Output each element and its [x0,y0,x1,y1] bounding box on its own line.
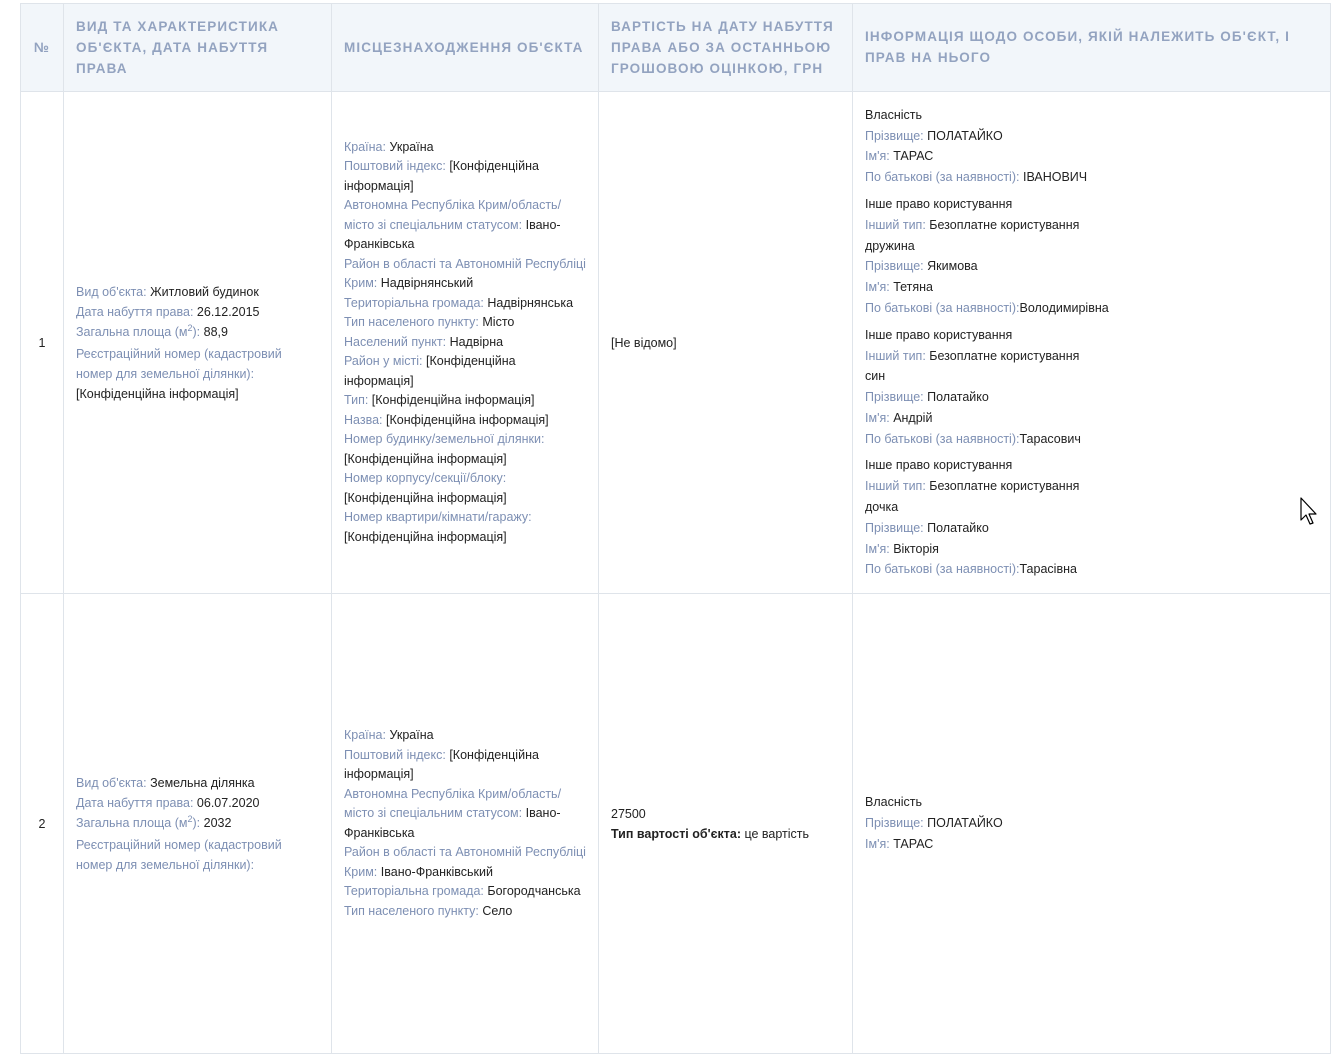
surname-value: ПОЛАТАЙКО [927,128,1003,143]
settlement-type-value: Місто [482,315,515,330]
region-label: Автономна Республіка Крим/область/місто зі спеціальним статусом: [344,198,562,232]
settlement-label: Населений пункт: [344,334,447,349]
street-type-label: Тип: [344,393,369,408]
other-type-label: Інший тип: [865,479,926,494]
patronymic-value: Тарасович [1019,431,1081,446]
name-label: Ім'я: [865,410,890,425]
region-value: Івано-Франківська [344,217,561,252]
value-text: [Не відомо] [611,335,677,350]
patronymic-label: По батькові (за наявності): [865,170,1020,185]
name-label: Ім'я: [865,541,890,556]
value-text: 27500 [611,806,646,821]
surname-label: Прізвище: [865,390,924,405]
acquire-date-label: Дата набуття права: [76,304,194,319]
community-label: Територіальна громада: [344,884,484,898]
postal-value: [Конфіденційна інформація] [344,159,539,193]
object-cell [64,92,332,594]
area-label: Загальна площа $(м^2)$: [76,813,201,830]
region-value: Івано-Франківська [344,806,561,840]
country-value: Україна [389,728,434,742]
block-label: Номер корпусу/секції/блоку: [344,471,507,486]
table-row [21,92,1331,594]
district-value: Івано-Франківський [380,864,493,879]
registration-label: Реєстраційний номер (кадастровий номер для земельної ділянки): [76,837,282,872]
owner-entry [865,792,1318,854]
other-type-value: Безоплатне користування [929,217,1080,232]
table-row [21,594,1331,1054]
acquire-date: 06.07.2020 [196,795,260,810]
right-type: Власність [865,795,923,810]
other-type-value: Безоплатне користування [929,348,1080,363]
building-value: [Конфіденційна інформація] [344,451,507,466]
object-type-label: Вид об'єкта: [76,775,147,790]
community-label: Територіальна громада: [344,295,484,310]
surname-label: Прізвище: [865,128,924,143]
other-type-label: Інший тип: [865,217,926,232]
object-cell [64,594,332,1054]
street-name-value: [Конфіденційна інформація] [385,412,549,427]
header-owner: ІНФОРМАЦІЯ ЩОДО ОСОБИ, ЯКІЙ НАЛЕЖИТЬ ОБ'ЄКТ, І ПРАВ НА НЬОГО [853,4,1331,92]
object-type: Житловий будинок [150,284,259,299]
table-header-row [21,4,1331,92]
relation-value: дружина [865,238,915,253]
apartment-value: [Конфіденційна інформація] [344,529,507,544]
name-value: Андрій [893,410,933,425]
value-cell [599,92,853,594]
patronymic-value: Тарасівна [1019,562,1077,577]
apartment-label: Номер квартири/кімнати/гаражу: [344,510,532,525]
patronymic-value: Володимирівна [1019,300,1109,315]
owner-cell [853,92,1331,594]
name-value: Тетяна [893,280,934,295]
assets-table [20,3,1331,1054]
right-type: Власність [865,107,923,122]
settlement-type-value: Село [482,903,513,918]
name-label: Ім'я: [865,149,890,164]
patronymic-label: По батькові (за наявності): [865,300,1020,315]
settlement-value: Надвірна [449,334,504,349]
district-label: Район в області та Автономній Республіці Крим: [344,256,586,291]
postal-value: [Конфіденційна інформація] [344,747,539,781]
community-value: Надвірнянська [487,295,574,310]
name-value: Вікторія [893,541,939,556]
city-district-value: [Конфіденційна інформація] [344,354,516,388]
patronymic-label: По батькові (за наявності): [865,562,1020,577]
country-label: Країна: [344,728,386,742]
right-type: Інше право користування [865,196,1013,211]
header-object: ВИД ТА ХАРАКТЕРИСТИКА ОБ'ЄКТА, ДАТА НАБУТТЯ ПРАВА [64,4,332,92]
country-value: Україна [389,139,434,154]
country-label: Країна: [344,139,386,154]
surname-value: ПОЛАТАЙКО [927,816,1003,831]
postal-label: Поштовий індекс: [344,747,446,762]
surname-value: Полатайко [927,390,989,405]
area-value: 88,9 [203,324,228,339]
other-type-label: Інший тип: [865,348,926,363]
owner-entry [865,455,1318,580]
name-value: ТАРАС [893,149,934,164]
right-type: Інше право користування [865,458,1013,473]
value-type: це вартість [744,826,810,841]
street-name-label: Назва: [344,412,383,427]
row-number: 2 [21,594,64,1054]
acquire-date-label: Дата набуття права: [76,795,194,810]
row-number: 1 [21,92,64,594]
location-cell [332,594,599,1054]
surname-label: Прізвище: [865,520,924,535]
owner-entry [865,194,1318,319]
location-cell [332,92,599,594]
header-location: МІСЦЕЗНАХОДЖЕННЯ ОБ'ЄКТА [332,4,599,92]
name-label: Ім'я: [865,836,890,851]
patronymic-value: ІВАНОВИЧ [1022,170,1088,185]
other-type-value: Безоплатне користування [929,479,1080,494]
surname-label: Прізвище: [865,816,924,831]
registration-value: [Конфіденційна інформація] [76,386,239,401]
surname-label: Прізвище: [865,259,924,274]
block-value: [Конфіденційна інформація] [344,490,507,505]
value-cell [599,594,853,1054]
name-label: Ім'я: [865,280,890,295]
object-type: Земельна ділянка [150,775,255,790]
postal-label: Поштовий індекс: [344,159,446,174]
relation-value: дочка [865,500,899,515]
district-value: Надвірнянський [380,276,474,291]
street-type-value: [Конфіденційна інформація] [371,393,535,408]
city-district-label: Район у місті: [344,354,423,369]
owner-entry [865,325,1318,450]
surname-value: Полатайко [927,520,989,535]
area-label: Загальна площа $(м^2)$: [76,322,201,339]
surname-value: Якимова [927,259,978,274]
registration-label: Реєстраційний номер (кадастровий номер для земельної ділянки): [76,346,282,381]
community-value: Богородчанська [487,884,581,898]
value-type-label: Тип вартості об'єкта: [611,826,741,841]
patronymic-label: По батькові (за наявності): [865,431,1020,446]
region-label: Автономна Республіка Крим/область/місто зі спеціальним статусом: [344,786,562,820]
right-type: Інше право користування [865,327,1013,342]
owner-cell [853,594,1331,1054]
object-type-label: Вид об'єкта: [76,284,147,299]
header-number: № [21,4,64,92]
relation-value: син [865,369,886,384]
owner-entry [865,105,1318,188]
mouse-pointer-icon [1300,497,1320,527]
area-value: 2032 [203,815,232,830]
header-value: ВАРТІСТЬ НА ДАТУ НАБУТТЯ ПРАВА АБО ЗА ОСТАННЬОЮ ГРОШОВОЮ ОЦІНКОЮ, ГРН [599,4,853,92]
building-label: Номер будинку/земельної ділянки: [344,432,545,447]
acquire-date: 26.12.2015 [196,304,260,319]
name-value: ТАРАС [893,836,934,851]
settlement-type-label: Тип населеного пункту: [344,903,479,918]
district-label: Район в області та Автономній Республіці Крим: [344,845,586,879]
settlement-type-label: Тип населеного пункту: [344,315,479,330]
